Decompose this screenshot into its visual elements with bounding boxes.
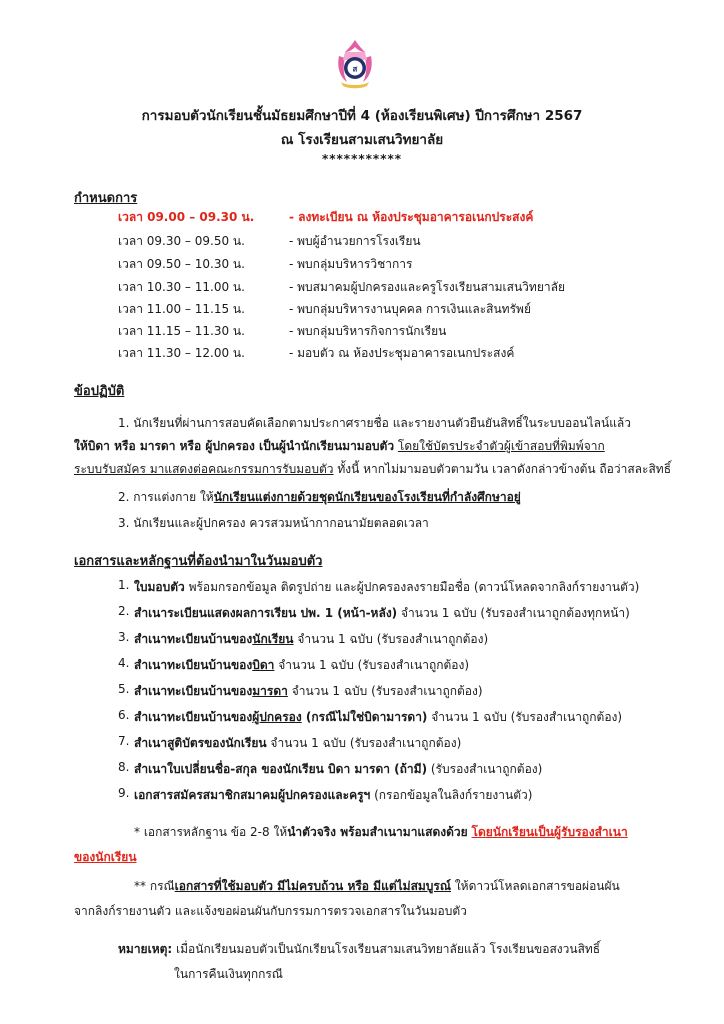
practice-item-1-line-2 [74, 437, 605, 456]
document-item-text: (รับรองสำเนาถูกต้อง) [427, 762, 543, 776]
title-stars: *********** [321, 152, 403, 166]
document-item-text: สำเนาทะเบียนบ้านของ [134, 658, 253, 672]
document-item-text: สำเนาสูติบัตรของนักเรียน [134, 736, 267, 750]
note-text: * เอกสารหลักฐาน ข้อ 2-8 ให้ [134, 825, 288, 839]
document-item-text: สำเนาใบเปลี่ยนชื่อ-สกุล ของนักเรียน บิดา มารดา (ถ้ามี) [134, 762, 428, 776]
schedule-time: เวลา 09.50 – 10.30 น. [118, 257, 245, 271]
remark-text: เมื่อนักเรียนมอบตัวเป็นนักเรียนโรงเรียนสามเสนวิทยาลัยแล้ว โรงเรียนขอสงวนสิทธิ์ [172, 942, 601, 956]
practice-item-2 [118, 488, 521, 507]
schedule-activity: - มอบตัว ณ ห้องประชุมอาคารอเนกประสงค์ [289, 346, 515, 360]
schedule-time: เวลา 09.00 – 09.30 น. [118, 210, 255, 224]
page-title: การมอบตัวนักเรียนชั้นมัธยมศึกษาปีที่ 4 (ห้องเรียนพิเศษ) ปีการศึกษา 2567 [141, 108, 583, 124]
document-item [134, 786, 532, 805]
schedule-activity: - พบผู้อำนวยการโรงเรียน [289, 234, 421, 248]
schedule-activity: - พบกลุ่มบริหารงานบุคคล การเงินและสินทรัพย์ [289, 302, 531, 316]
document-item-text: มารดา [252, 684, 288, 698]
document-item [134, 734, 461, 753]
practice-bold-text: ให้บิดา หรือ มารดา หรือ ผู้ปกครอง เป็นผู้นำนักเรียนมามอบตัว [74, 439, 395, 453]
practice-text: 2. การแต่งกาย ให้ [118, 490, 214, 504]
document-item-number: 2. [118, 604, 130, 618]
note-red-text: โดยนักเรียนเป็นผู้รับรองสำเนา [471, 825, 628, 839]
note-2-line-2: จากลิงก์รายงานตัว และแจ้งขอผ่อนผันกับกรรมการตรวจเอกสารในวันมอบตัว [74, 904, 467, 918]
document-item-text: ใบมอบตัว [134, 580, 185, 594]
schedule-time: เวลา 11.30 – 12.00 น. [118, 346, 245, 360]
schedule-time: เวลา 11.15 – 11.30 น. [118, 324, 245, 338]
document-item-text: (กรณีไม่ใช่บิดามารดา) [301, 710, 428, 724]
document-item-number: 3. [118, 630, 130, 644]
note-bold-text: นำตัวจริง พร้อมสำเนามาแสดงด้วย [287, 825, 468, 839]
practice-underlined-text: ระบบรับสมัคร มาแสดงต่อคณะกรรมการรับมอบตัว [74, 462, 334, 476]
document-item [134, 604, 630, 623]
document-item-number: 4. [118, 656, 130, 670]
schedule-activity: - พบกลุ่มบริหารวิชาการ [289, 257, 413, 271]
document-item [134, 578, 639, 597]
documents-heading: เอกสารและหลักฐานที่ต้องนำมาในวันมอบตัว [74, 554, 323, 569]
document-item-text: สำเนาทะเบียนบ้านของ [134, 632, 253, 646]
document-item-text: (กรอกข้อมูลในลิงก์รายงานตัว) [370, 788, 533, 802]
document-item-text: จำนวน 1 ฉบับ (รับรองสำเนาถูกต้อง) [293, 632, 489, 646]
document-item-text: จำนวน 1 ฉบับ (รับรองสำเนาถูกต้องทุกหน้า) [397, 606, 630, 620]
note-text: ** กรณี [134, 879, 175, 893]
schedule-heading: กำหนดการ [74, 191, 138, 206]
document-item-text: เอกสารสมัครสมาชิกสมาคมผู้ปกครองและครูฯ [134, 788, 371, 802]
schedule-activity: - ลงทะเบียน ณ ห้องประชุมอาคารอเนกประสงค์ [289, 210, 534, 224]
document-item [134, 682, 483, 701]
document-item-text: สำเนาทะเบียนบ้านของ [134, 684, 253, 698]
schedule-activity: - พบกลุ่มบริหารกิจการนักเรียน [289, 324, 447, 338]
remark-line-2: ในการคืนเงินทุกกรณี [174, 967, 283, 981]
note-text: ให้ดาวน์โหลดเอกสารขอผ่อนผัน [451, 879, 620, 893]
document-item-text: จำนวน 1 ฉบับ (รับรองสำเนาถูกต้อง) [266, 736, 462, 750]
document-item-text: สำเนาระเบียนแสดงผลการเรียน ปพ. 1 (หน้า-หลัง) [134, 606, 398, 620]
practice-text: ทั้งนี้ หากไม่มามอบตัวตามวัน เวลาดังกล่าวข้างต้น ถือว่าสละสิทธิ์ [333, 462, 672, 476]
document-item-text: พร้อมกรอกข้อมูล ติดรูปถ่าย และผู้ปกครองลงรายมือชื่อ (ดาวน์โหลดจากลิงก์รายงานตัว) [184, 580, 640, 594]
remark-label: หมายเหตุ: [118, 942, 173, 956]
document-item-text: จำนวน 1 ฉบับ (รับรองสำเนาถูกต้อง) [287, 684, 483, 698]
document-item [134, 708, 622, 727]
practice-heading: ข้อปฏิบัติ [74, 384, 125, 399]
svg-text:ส: ส [352, 64, 358, 74]
schedule-time: เวลา 11.00 – 11.15 น. [118, 302, 245, 316]
remark-line-1 [118, 940, 600, 959]
practice-underlined-text: โดยใช้บัตรประจำตัวผู้เข้าสอบที่พิมพ์จาก [397, 439, 605, 453]
school-logo [333, 38, 377, 90]
page-subtitle: ณ โรงเรียนสามเสนวิทยาลัย [280, 132, 444, 148]
document-item [134, 656, 469, 675]
note-1-line-2: ของนักเรียน [74, 850, 137, 864]
note-bold-underlined-text: เอกสารที่ใช้มอบตัว มีไม่ครบถ้วน หรือ มีแต่ไม่สมบูรณ์ [174, 879, 451, 893]
practice-bold-underlined-text: นักเรียนแต่งกายด้วยชุดนักเรียนของโรงเรียนที่กำลังศึกษาอยู่ [213, 490, 521, 504]
document-item-text: จำนวน 1 ฉบับ (รับรองสำเนาถูกต้อง) [427, 710, 623, 724]
document-item-number: 9. [118, 786, 130, 800]
document-item-text: จำนวน 1 ฉบับ (รับรองสำเนาถูกต้อง) [274, 658, 470, 672]
document-item [134, 760, 542, 779]
practice-item-3: 3. นักเรียนและผู้ปกครอง ควรสวมหน้ากากอนามัยตลอดเวลา [118, 516, 429, 530]
document-item-text: นักเรียน [252, 632, 294, 646]
practice-item-1-line-1: 1. นักเรียนที่ผ่านการสอบคัดเลือกตามประกาศรายชื่อ และรายงานตัวยืนยันสิทธิ์ในระบบออนไลน์แล้ว [118, 416, 632, 430]
document-item-number: 6. [118, 708, 130, 722]
document-item-number: 8. [118, 760, 130, 774]
schedule-time: เวลา 10.30 – 11.00 น. [118, 280, 245, 294]
document-item-number: 7. [118, 734, 130, 748]
document-item [134, 630, 488, 649]
schedule-activity: - พบสมาคมผู้ปกครองและครูโรงเรียนสามเสนวิทยาลัย [289, 280, 565, 294]
document-item-text: บิดา [252, 658, 275, 672]
practice-item-1-line-3 [74, 460, 671, 479]
document-item-number: 1. [118, 578, 130, 592]
document-item-text: ผู้ปกครอง [252, 710, 302, 724]
note-2-line-1 [134, 877, 620, 896]
document-item-text: สำเนาทะเบียนบ้านของ [134, 710, 253, 724]
note-1-line-1 [134, 823, 628, 842]
document-item-number: 5. [118, 682, 130, 696]
schedule-time: เวลา 09.30 – 09.50 น. [118, 234, 245, 248]
